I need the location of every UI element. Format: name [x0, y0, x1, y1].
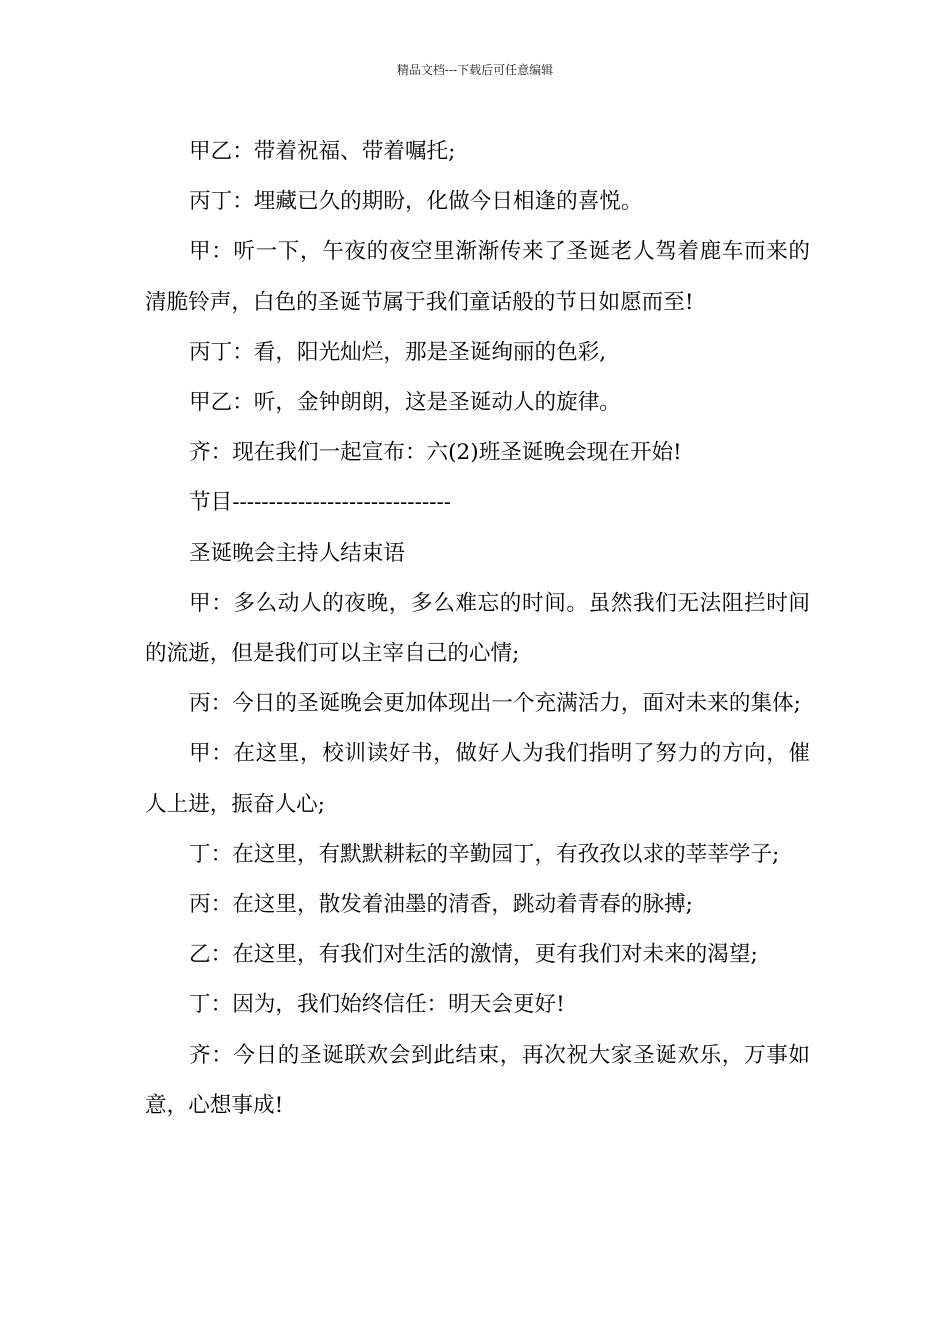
paragraph-13: 丙：在这里，散发着油墨的清香，跳动着青春的脉搏;: [189, 892, 693, 918]
paragraph-2: 丙丁：埋藏已久的期盼，化做今日相逢的喜悦。: [189, 189, 643, 215]
paragraph-12: 丁：在这里，有默默耕耘的辛勤园丁，有孜孜以求的莘莘学子;: [189, 841, 780, 867]
paragraph-14: 乙：在这里，有我们对生活的激情，更有我们对未来的渴望;: [189, 942, 758, 968]
paragraph-11: 甲：在这里，校训读好书，做好人为我们指明了努力的方向，催人上进，振奋人心;: [145, 741, 810, 817]
paragraph-4: 丙丁：看，阳光灿烂，那是圣诞绚丽的色彩,: [189, 339, 607, 365]
paragraph-6: 齐：现在我们一起宣布：六(2)班圣诞晚会现在开始!: [189, 440, 682, 466]
section-heading: 圣诞晚会主持人结束语: [189, 540, 405, 566]
paragraph-10: 丙：今日的圣诞晚会更加体现出一个充满活力，面对未来的集体;: [189, 691, 801, 717]
paragraph-16: 齐：今日的圣诞联欢会到此结束，再次祝大家圣诞欢乐，万事如意，心想事成!: [145, 1042, 810, 1118]
paragraph-9: 甲：多么动人的夜晚，多么难忘的时间。虽然我们无法阻拦时间的流逝，但是我们可以主宰自己的心情;: [145, 590, 810, 667]
document-body: [145, 127, 810, 1131]
paragraph-3: 甲：听一下，午夜的夜空里渐渐传来了圣诞老人驾着鹿车而来的清脆铃声，白色的圣诞节属于我们童话般的节日如愿而至!: [145, 239, 810, 315]
paragraph-5: 甲乙：听，金钟朗朗，这是圣诞动人的旋律。: [189, 390, 621, 416]
program-separator: 节目------------------------------: [189, 490, 452, 516]
page-header: 精品文档---下载后可任意编辑: [396, 63, 554, 77]
paragraph-1: 甲乙：带着祝福、带着嘱托;: [189, 139, 456, 164]
paragraph-15: 丁：因为，我们始终信任：明天会更好!: [189, 992, 565, 1018]
